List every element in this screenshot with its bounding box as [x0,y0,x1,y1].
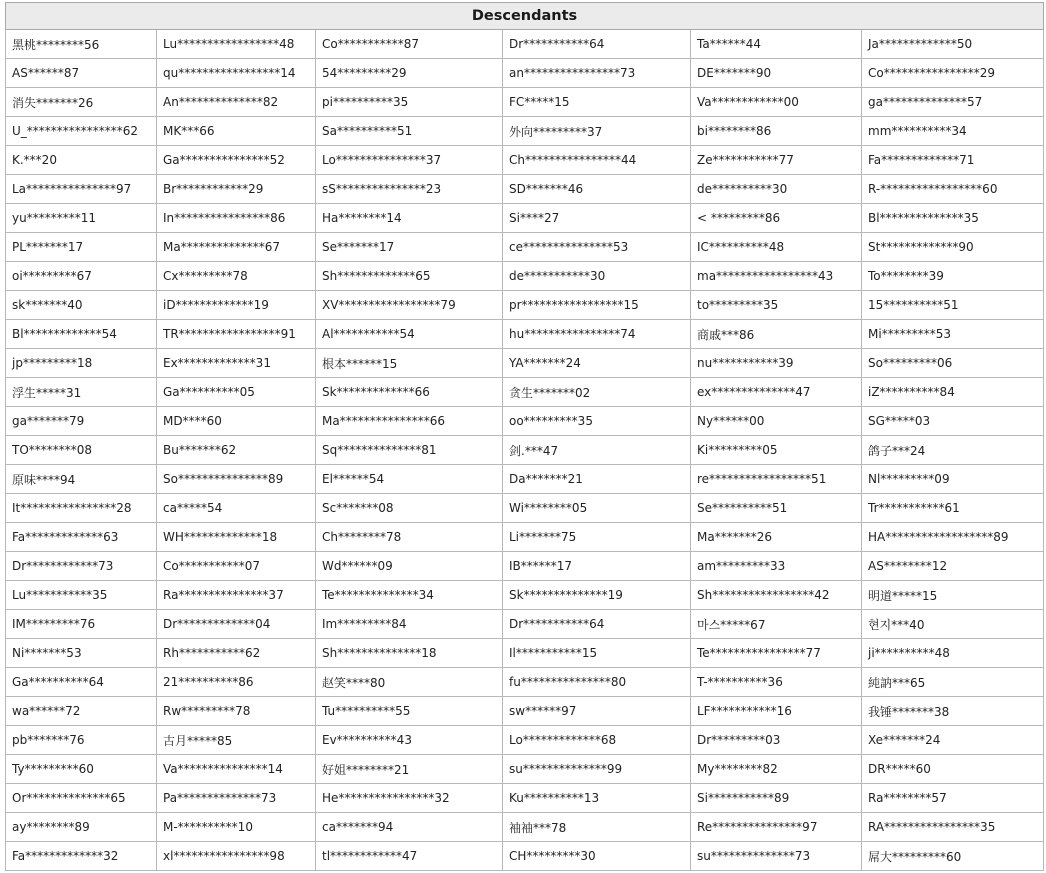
table-row [6,726,1044,755]
descendant-name-cell: su**************73 [691,842,862,871]
descendant-name-cell: 純訥***65 [862,668,1044,697]
descendant-name-cell: Li*******75 [503,523,691,552]
descendant-name-cell: oi*********67 [6,262,157,291]
descendant-name-cell: 赵笑****80 [316,668,503,697]
descendant-name-cell: HA******************89 [862,523,1044,552]
descendant-name-cell: Nl*********09 [862,465,1044,494]
descendant-name-cell: Si***********89 [691,784,862,813]
descendant-name-cell: K.***20 [6,146,157,175]
descendant-name-cell: Il***********15 [503,639,691,668]
descendant-name-cell: xl****************98 [157,842,316,871]
descendant-name-cell: Lu***********35 [6,581,157,610]
descendant-name-cell: 현지***40 [862,610,1044,639]
descendant-name-cell: Fa*************63 [6,523,157,552]
descendant-name-cell: La***************97 [6,175,157,204]
descendant-name-cell: Bl**************35 [862,204,1044,233]
table-title: Descendants [6,3,1044,30]
descendant-name-cell: Ja*************50 [862,30,1044,59]
descendant-name-cell: 袖袖***78 [503,813,691,842]
table-row [6,175,1044,204]
descendant-name-cell: hu****************74 [503,320,691,349]
table-row [6,407,1044,436]
table-body [6,30,1044,871]
descendant-name-cell: Sa**********51 [316,117,503,146]
descendant-name-cell: Ev**********43 [316,726,503,755]
descendant-name-cell: Sh*************65 [316,262,503,291]
descendant-name-cell: an****************73 [503,59,691,88]
descendant-name-cell: Dr*********03 [691,726,862,755]
descendant-name-cell: AS********12 [862,552,1044,581]
descendant-name-cell: de***********30 [503,262,691,291]
descendant-name-cell: MD****60 [157,407,316,436]
descendant-name-cell: Bl*************54 [6,320,157,349]
table-row [6,494,1044,523]
table-row [6,204,1044,233]
descendant-name-cell: CH*********30 [503,842,691,871]
table-row [6,291,1044,320]
descendant-name-cell: 剑.***47 [503,436,691,465]
descendant-name-cell: Ki*********05 [691,436,862,465]
descendant-name-cell: Va************00 [691,88,862,117]
descendant-name-cell: Ta******44 [691,30,862,59]
table-row [6,320,1044,349]
descendant-name-cell: 浮生*****31 [6,378,157,407]
descendant-name-cell: fu***************80 [503,668,691,697]
descendant-name-cell: 黑桃********56 [6,30,157,59]
descendant-name-cell: Wi********05 [503,494,691,523]
descendant-name-cell: In****************86 [157,204,316,233]
descendant-name-cell: Rh***********62 [157,639,316,668]
descendant-name-cell: IB******17 [503,552,691,581]
descendant-name-cell: ce***************53 [503,233,691,262]
table-row [6,117,1044,146]
descendant-name-cell: sw******97 [503,697,691,726]
table-row [6,668,1044,697]
descendant-name-cell: pr*****************15 [503,291,691,320]
descendant-name-cell: Ty*********60 [6,755,157,784]
descendants-table [5,2,1044,871]
descendant-name-cell: 21**********86 [157,668,316,697]
descendant-name-cell: TO********08 [6,436,157,465]
descendant-name-cell: Wd******09 [316,552,503,581]
descendant-name-cell: ay********89 [6,813,157,842]
descendant-name-cell: T-**********36 [691,668,862,697]
table-row [6,552,1044,581]
descendant-name-cell: So***************89 [157,465,316,494]
descendant-name-cell: ga*******79 [6,407,157,436]
descendant-name-cell: sk*******40 [6,291,157,320]
descendant-name-cell: An**************82 [157,88,316,117]
descendant-name-cell: Or**************65 [6,784,157,813]
descendant-name-cell: 鸽子***24 [862,436,1044,465]
descendant-name-cell: It****************28 [6,494,157,523]
descendant-name-cell: Al***********54 [316,320,503,349]
descendant-name-cell: He****************32 [316,784,503,813]
descendant-name-cell: My********82 [691,755,862,784]
descendant-name-cell: XV*****************79 [316,291,503,320]
descendant-name-cell: ga**************57 [862,88,1044,117]
descendant-name-cell: iZ**********84 [862,378,1044,407]
descendant-name-cell: Lo***************37 [316,146,503,175]
descendant-name-cell: Ex*************31 [157,349,316,378]
descendant-name-cell: Se**********51 [691,494,862,523]
descendant-name-cell: Ga**********64 [6,668,157,697]
descendant-name-cell: Sh**************18 [316,639,503,668]
descendant-name-cell: DE*******90 [691,59,862,88]
descendant-name-cell: ji**********48 [862,639,1044,668]
table-row [6,813,1044,842]
descendant-name-cell: IC**********48 [691,233,862,262]
descendant-name-cell: 15**********51 [862,291,1044,320]
descendant-name-cell: Tr***********61 [862,494,1044,523]
descendant-name-cell: de**********30 [691,175,862,204]
table-row [6,784,1044,813]
descendant-name-cell: Bu*******62 [157,436,316,465]
descendant-name-cell: jp*********18 [6,349,157,378]
table-row [6,639,1044,668]
descendant-name-cell: 贪生*******02 [503,378,691,407]
table-row [6,146,1044,175]
descendant-name-cell: ma*****************43 [691,262,862,291]
descendant-name-cell: LF***********16 [691,697,862,726]
descendant-name-cell: Cx*********78 [157,262,316,291]
descendant-name-cell: Ku**********13 [503,784,691,813]
table-row [6,30,1044,59]
descendant-name-cell: ex**************47 [691,378,862,407]
descendant-name-cell: 屌大*********60 [862,842,1044,871]
descendant-name-cell: 마스*****67 [691,610,862,639]
descendant-name-cell: YA*******24 [503,349,691,378]
descendant-name-cell: Sk**************19 [503,581,691,610]
descendant-name-cell: Va***************14 [157,755,316,784]
descendant-name-cell: Te****************77 [691,639,862,668]
descendant-name-cell: SG*****03 [862,407,1044,436]
descendant-name-cell: ca*******94 [316,813,503,842]
descendant-name-cell: Sq**************81 [316,436,503,465]
descendant-name-cell: mm**********34 [862,117,1044,146]
descendant-name-cell: Ga**********05 [157,378,316,407]
descendant-name-cell: El******54 [316,465,503,494]
descendant-name-cell: Sk*************66 [316,378,503,407]
descendant-name-cell: Ra********57 [862,784,1044,813]
descendant-name-cell: 古月*****85 [157,726,316,755]
descendant-name-cell: Br************29 [157,175,316,204]
table-row [6,59,1044,88]
descendant-name-cell: 明道*****15 [862,581,1044,610]
descendant-name-cell: R-*****************60 [862,175,1044,204]
descendant-name-cell: To********39 [862,262,1044,291]
table-row [6,697,1044,726]
table-row [6,465,1044,494]
descendant-name-cell: Ni*******53 [6,639,157,668]
descendant-name-cell: Ze***********77 [691,146,862,175]
descendant-name-cell: AS******87 [6,59,157,88]
descendant-name-cell: 根本******15 [316,349,503,378]
descendant-name-cell: iD*************19 [157,291,316,320]
descendant-name-cell: pb*******76 [6,726,157,755]
descendant-name-cell: tl************47 [316,842,503,871]
descendant-name-cell: 商戚***86 [691,320,862,349]
descendant-name-cell: Ch****************44 [503,146,691,175]
descendant-name-cell: Dr*************04 [157,610,316,639]
descendant-name-cell: sS***************23 [316,175,503,204]
descendant-name-cell: 54*********29 [316,59,503,88]
descendant-name-cell: MK***66 [157,117,316,146]
table-row [6,88,1044,117]
descendant-name-cell: < *********86 [691,204,862,233]
descendant-name-cell: to*********35 [691,291,862,320]
descendant-name-cell: Ny******00 [691,407,862,436]
descendant-name-cell: 我锤*******38 [862,697,1044,726]
descendant-name-cell: yu*********11 [6,204,157,233]
descendant-name-cell: 消失*******26 [6,88,157,117]
descendant-name-cell: Tu**********55 [316,697,503,726]
descendant-name-cell: Sh*****************42 [691,581,862,610]
descendant-name-cell: WH*************18 [157,523,316,552]
descendant-name-cell: Re***************97 [691,813,862,842]
descendant-name-cell: Si****27 [503,204,691,233]
table-row [6,233,1044,262]
descendant-name-cell: oo*********35 [503,407,691,436]
descendant-name-cell: Dr************73 [6,552,157,581]
descendant-name-cell: bi********86 [691,117,862,146]
descendant-name-cell: Sc*******08 [316,494,503,523]
descendant-name-cell: Co***********87 [316,30,503,59]
table-row [6,842,1044,871]
descendant-name-cell: Ha********14 [316,204,503,233]
descendant-name-cell: SD*******46 [503,175,691,204]
descendant-name-cell: nu***********39 [691,349,862,378]
descendant-name-cell: So*********06 [862,349,1044,378]
descendant-name-cell: Se*******17 [316,233,503,262]
descendant-name-cell: M-**********10 [157,813,316,842]
descendant-name-cell: Ma**************67 [157,233,316,262]
table-row [6,378,1044,407]
descendant-name-cell: IM*********76 [6,610,157,639]
descendant-name-cell: pi**********35 [316,88,503,117]
descendant-name-cell: 好姐********21 [316,755,503,784]
descendant-name-cell: Xe*******24 [862,726,1044,755]
table-row [6,523,1044,552]
descendant-name-cell: U_****************62 [6,117,157,146]
descendant-name-cell: su**************99 [503,755,691,784]
table-row [6,581,1044,610]
descendant-name-cell: PL*******17 [6,233,157,262]
descendant-name-cell: Pa**************73 [157,784,316,813]
descendant-name-cell: Fa*************32 [6,842,157,871]
descendant-name-cell: Ch********78 [316,523,503,552]
descendant-name-cell: Lo*************68 [503,726,691,755]
descendant-name-cell: qu*****************14 [157,59,316,88]
descendant-name-cell: DR*****60 [862,755,1044,784]
table-row [6,755,1044,784]
descendant-name-cell: wa******72 [6,697,157,726]
descendant-name-cell: St*************90 [862,233,1044,262]
descendant-name-cell: Im*********84 [316,610,503,639]
descendant-name-cell: re*****************51 [691,465,862,494]
descendant-name-cell: Fa*************71 [862,146,1044,175]
descendant-name-cell: Ma***************66 [316,407,503,436]
descendant-name-cell: RA****************35 [862,813,1044,842]
descendant-name-cell: Co***********07 [157,552,316,581]
table-row [6,436,1044,465]
descendant-name-cell: 原味****94 [6,465,157,494]
table-row [6,349,1044,378]
descendant-name-cell: Mi*********53 [862,320,1044,349]
descendant-name-cell: FC*****15 [503,88,691,117]
descendant-name-cell: Co****************29 [862,59,1044,88]
descendant-name-cell: Te**************34 [316,581,503,610]
descendant-name-cell: 外向*********37 [503,117,691,146]
descendant-name-cell: Dr***********64 [503,30,691,59]
descendant-name-cell: Da*******21 [503,465,691,494]
descendant-name-cell: ca*****54 [157,494,316,523]
descendant-name-cell: TR*****************91 [157,320,316,349]
descendant-name-cell: Ma*******26 [691,523,862,552]
table-row [6,262,1044,291]
descendant-name-cell: Rw*********78 [157,697,316,726]
table-header-row [6,3,1044,30]
descendant-name-cell: Lu*****************48 [157,30,316,59]
table-row [6,610,1044,639]
descendant-name-cell: am*********33 [691,552,862,581]
descendant-name-cell: Dr***********64 [503,610,691,639]
descendant-name-cell: Ra***************37 [157,581,316,610]
descendant-name-cell: Ga***************52 [157,146,316,175]
